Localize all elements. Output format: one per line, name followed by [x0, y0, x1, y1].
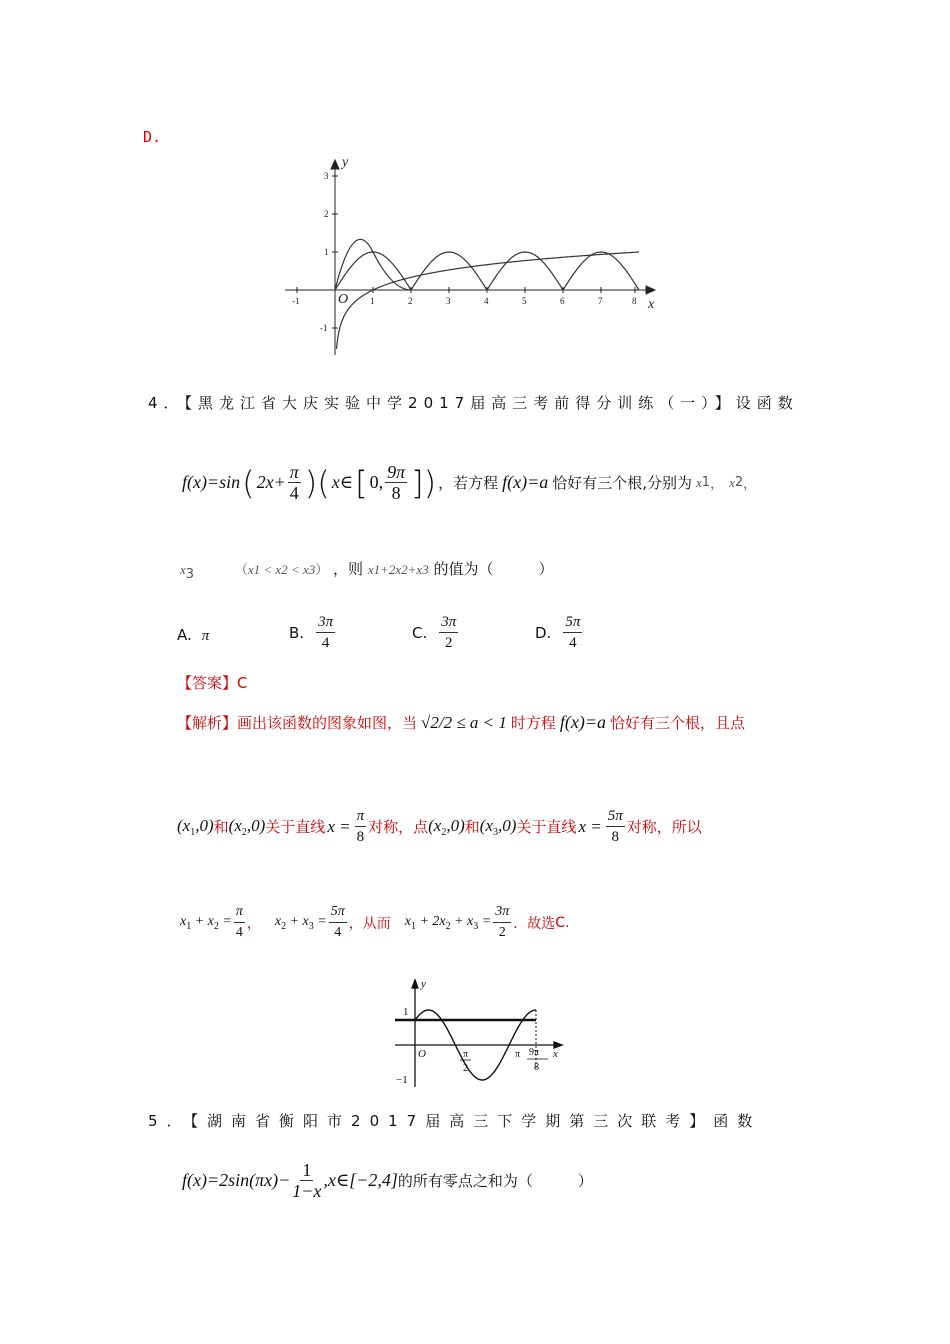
analysis-tag: 【解析】 [177, 714, 238, 732]
option-value: π [201, 628, 210, 644]
y-tick-label: 3 [324, 171, 329, 181]
nine-pi-den: 8 [534, 1062, 539, 1073]
analysis-text-3: 恰好有三个根，且点 [610, 714, 746, 732]
q4-text-if: ，若方程 [438, 474, 499, 492]
x-tick-label: 3 [446, 296, 451, 306]
y-one-label: 1 [403, 1006, 409, 1018]
y-neg-one-label: −1 [396, 1074, 408, 1086]
q4-line-2: x3 （x1 < x2 < x3） ，则 x1+2x2+x3 的值为（ ） [180, 560, 554, 582]
q4-sum-expr: x1+2x2+x3 [367, 562, 429, 577]
q4-three-roots: 恰好有三个根,分别为 [552, 474, 692, 492]
line2-c: 关于直线 [516, 818, 577, 836]
periodic-curve [335, 252, 639, 290]
q4-domain-end-num: 9π [387, 462, 406, 482]
line2-a: 关于直线 [265, 818, 326, 836]
q4-inner-arg: 2x+ [256, 472, 286, 492]
q4-function-line: f(x)=sin ( 2x+ $\frac{\pi}{4}$ )( x∈ [ 0, $\frac{9\pi}{8}$ ]) ，若方程 f(x)=a 恰好有三个根,分别为 x 1 ， x 2 ， [182, 462, 757, 503]
q4-answer [177, 672, 248, 693]
x-tick-label: 4 [484, 296, 489, 306]
answer-value: C [237, 674, 248, 692]
option-den: 4 [321, 635, 330, 651]
q5-function-line [182, 1160, 593, 1201]
origin-label: O [418, 1048, 426, 1060]
option-label: C. [412, 623, 428, 642]
q5-tail: 的所有零点之和为（ ） [397, 1172, 593, 1190]
q4-value-text: 的值为（ ） [433, 560, 554, 578]
q5-source: 【湖南省衡阳市2017届高三下学期第三次联考】函数 [190, 1112, 762, 1130]
q4-analysis-line-3: $x_1 + x_2$ = $\frac{\pi}{4}$ ， $x_2 + x_3$ = $\frac{5\pi}{4}$ ，从而 $x_1 + 2x_2 + x_3$ = $\frac{3\pi}{2}$ ．故选 C. [180, 904, 570, 940]
x-axis-label: x [553, 1048, 558, 1060]
conclude-choice: C. [555, 914, 570, 931]
q4-domain-end-den: 8 [391, 483, 401, 503]
q4-option-d[interactable] [535, 612, 584, 653]
q4-pi: π [289, 462, 299, 482]
y-tick-label: -1 [320, 323, 328, 333]
x-axis-arrow [646, 286, 655, 294]
x-tick-label: 2 [408, 296, 413, 306]
x-tick-label: 8 [632, 296, 637, 306]
y-axis-arrow [412, 980, 418, 988]
q4-x3: x [180, 562, 186, 577]
x-tick-label: 7 [598, 296, 603, 306]
graph-analysis [390, 975, 570, 1090]
q4-option-a[interactable] [177, 626, 209, 645]
q4-analysis-line-1 [177, 712, 745, 733]
x-axis-label: x [648, 297, 655, 312]
analysis-text-2: 时方程 [510, 714, 556, 732]
q5-domain: ,x∈[−2,4] [323, 1170, 398, 1190]
nine-pi-num: 9π [529, 1047, 540, 1058]
abs-sin-curve [335, 239, 411, 290]
analysis-eq: f(x)=a [559, 712, 607, 732]
option-num: 5π [563, 612, 582, 633]
option-num: 3π [316, 612, 335, 633]
q4-option-b[interactable] [289, 612, 337, 653]
option-den: 2 [445, 635, 453, 651]
y-axis-arrow [331, 160, 339, 169]
origin-label: O [338, 292, 349, 307]
option-num: 3π [439, 612, 458, 633]
q4-func-lhs: f(x)=sin [182, 472, 241, 492]
q4-domain-prefix: x∈ [331, 472, 354, 492]
option-label: B. [289, 623, 305, 642]
option-label: D. [535, 623, 552, 642]
q4-four: 4 [289, 483, 299, 503]
q4-header [148, 392, 799, 413]
option-den: 4 [569, 635, 577, 651]
q4-analysis-line-2: $(x_1,0)$ 和 $(x_2,0)$ 关于直线 x = $\frac{\pi}{8}$ 对称，点 $(x_2,0)$ 和 $(x_3,0)$ 关于直线 x = $\frac{5\pi}{8}$ 对称，所以 [177, 808, 702, 845]
q5-number: 5． [148, 1112, 191, 1130]
pi-half-num: π [463, 1049, 469, 1060]
y-axis-label: y [421, 978, 426, 990]
answer-tag: 【答案】 [177, 674, 238, 692]
pi-label: π [515, 1049, 521, 1060]
y-tick-label: 2 [324, 209, 329, 219]
conclude-text: ．故选 [513, 915, 556, 932]
q5-den: 1−x [292, 1181, 322, 1201]
x-tick-label: 6 [560, 296, 565, 306]
x-tick-label: 5 [522, 296, 527, 306]
previous-option-label: D. [143, 128, 162, 146]
q4-option-c[interactable] [412, 612, 460, 653]
x-tick-label: -1 [292, 296, 300, 306]
q4-source: 【黑龙江省大庆实验中学2017届高三考前得分训练（一）】设函数 [184, 394, 799, 412]
analysis-text-1: 画出该函数的图象如图，当 [237, 714, 418, 732]
q4-number: 4． [148, 394, 185, 412]
x-tick-label: 1 [370, 296, 375, 306]
q4-domain-start: 0, [369, 472, 384, 492]
pi-half-den: 2 [463, 1063, 468, 1074]
and-text: 和 [213, 818, 229, 836]
line2-b: 对称，点 [368, 818, 429, 836]
q4-eq: f(x)=a [502, 472, 549, 492]
option-label: A. [177, 626, 192, 644]
analysis-condition: √2/2 ≤ a < 1 [421, 712, 507, 732]
q5-func: f(x)=2sin(πx)− [182, 1170, 291, 1190]
q5-header [148, 1110, 761, 1131]
graph-option-d [280, 150, 670, 365]
q4-x1: x [696, 474, 702, 490]
from-text: ，从而 [348, 915, 391, 932]
and-text: 和 [464, 818, 480, 836]
q4-x2: x [729, 474, 735, 490]
q4-order: x1 < x2 < x3 [247, 562, 316, 577]
y-axis-label: y [342, 155, 349, 170]
q4-then: ，则 [333, 560, 364, 578]
line2-d: 对称，所以 [626, 818, 702, 836]
q5-one: 1 [302, 1160, 312, 1180]
y-tick-label: 1 [324, 247, 329, 257]
